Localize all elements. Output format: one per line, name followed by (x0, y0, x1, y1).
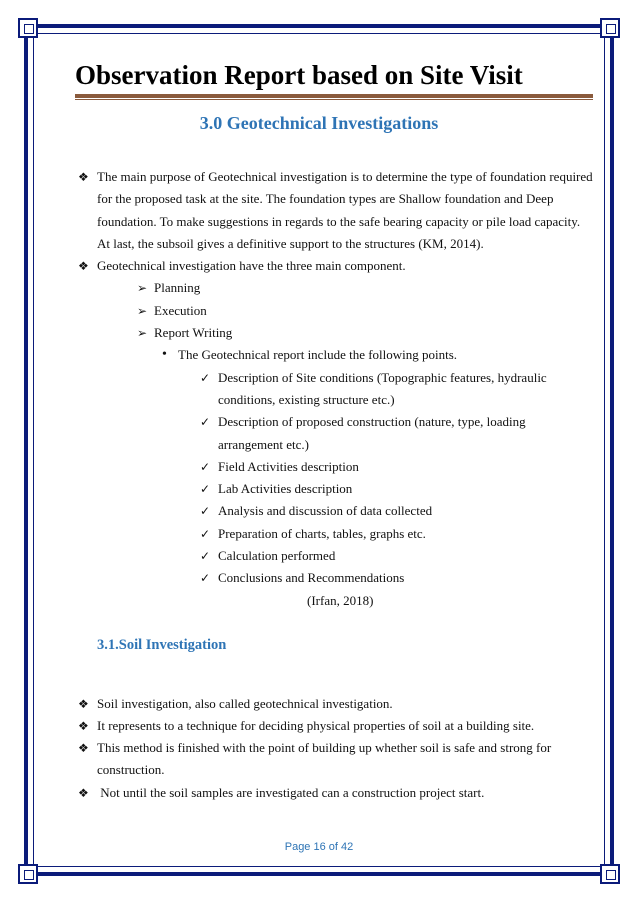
list-item: ❖ Geotechnical investigation have the three main component. (78, 255, 598, 277)
check-bullet-icon: ✓ (200, 415, 211, 430)
page-title: Observation Report based on Site Visit (75, 60, 523, 90)
check-bullet-icon: ✓ (200, 370, 211, 385)
list-item-continuation: conditions, existing structure etc.) (218, 391, 395, 407)
list-item: ✓ Analysis and discussion of data collected (78, 500, 598, 522)
list-item: ❖ It represents to a technique for deciding physical properties of soil at a building site. (78, 715, 598, 737)
list-item: ❖ Soil investigation, also called geotechnical investigation. (78, 693, 598, 715)
diamond-bullet-icon: ❖ (78, 259, 89, 274)
document-body (78, 166, 598, 804)
title-underline (75, 94, 593, 98)
corner-ornament-icon (600, 864, 620, 884)
subsection-heading: 3.1.Soil Investigation (97, 637, 227, 654)
list-item: ✓ Description of Site conditions (Topographic features, hydraulic (78, 367, 598, 389)
arrow-bullet-icon: ➢ (137, 303, 148, 318)
corner-ornament-icon (18, 18, 38, 38)
diamond-bullet-icon: ❖ (78, 785, 89, 800)
check-bullet-icon: ✓ (200, 504, 211, 519)
list-item: ❖ The main purpose of Geotechnical investigation is to determine the type of foundation required (78, 166, 598, 188)
check-bullet-icon: ✓ (200, 526, 211, 541)
list-item: ✓ Preparation of charts, tables, graphs etc. (78, 523, 598, 545)
list-item: ✓ Conclusions and Recommendations (78, 567, 598, 589)
arrow-bullet-icon: ➢ (137, 281, 148, 296)
round-bullet-icon: • (162, 347, 167, 363)
list-item-continuation: arrangement etc.) (218, 436, 309, 452)
list-item: ❖ This method is finished with the point of building up whether soil is safe and strong for (78, 737, 598, 759)
list-item: ✓ Calculation performed (78, 545, 598, 567)
check-bullet-icon: ✓ (200, 459, 211, 474)
list-item: ➢ Report Writing (78, 322, 598, 344)
list-item: ✓ Lab Activities description (78, 478, 598, 500)
diamond-bullet-icon: ❖ (78, 170, 89, 184)
list-item: ➢ Planning (78, 277, 598, 299)
list-item: • The Geotechnical report include the following points. (78, 344, 598, 366)
list-item: ✓ Field Activities description (78, 456, 598, 478)
citation: (Irfan, 2018) (307, 592, 374, 608)
list-item-continuation: for the proposed task at the site. The foundation types are Shallow foundation and Deep (97, 191, 554, 207)
arrow-bullet-icon: ➢ (137, 326, 148, 341)
check-bullet-icon: ✓ (200, 482, 211, 497)
page-number: Page 16 of 42 (284, 841, 354, 853)
list-item: ❖ Not until the soil samples are investigated can a construction project start. (78, 782, 598, 804)
corner-ornament-icon (600, 18, 620, 38)
list-item: ➢ Execution (78, 300, 598, 322)
list-item-continuation: foundation. To make suggestions in regards to the safe bearing capacity or pile load capacity. (97, 213, 581, 229)
list-item-continuation: At last, the subsoil gives a definitive support to the structures (KM, 2014). (97, 235, 484, 251)
list-item-continuation: construction. (97, 762, 165, 778)
title-underline-thin (75, 99, 593, 100)
list-item: ✓ Description of proposed construction (nature, type, loading (78, 411, 598, 433)
diamond-bullet-icon: ❖ (78, 718, 89, 733)
check-bullet-icon: ✓ (200, 571, 211, 586)
check-bullet-icon: ✓ (200, 549, 211, 564)
diamond-bullet-icon: ❖ (78, 741, 89, 756)
corner-ornament-icon (18, 864, 38, 884)
section-heading: 3.0 Geotechnical Investigations (199, 113, 439, 133)
diamond-bullet-icon: ❖ (78, 696, 89, 711)
